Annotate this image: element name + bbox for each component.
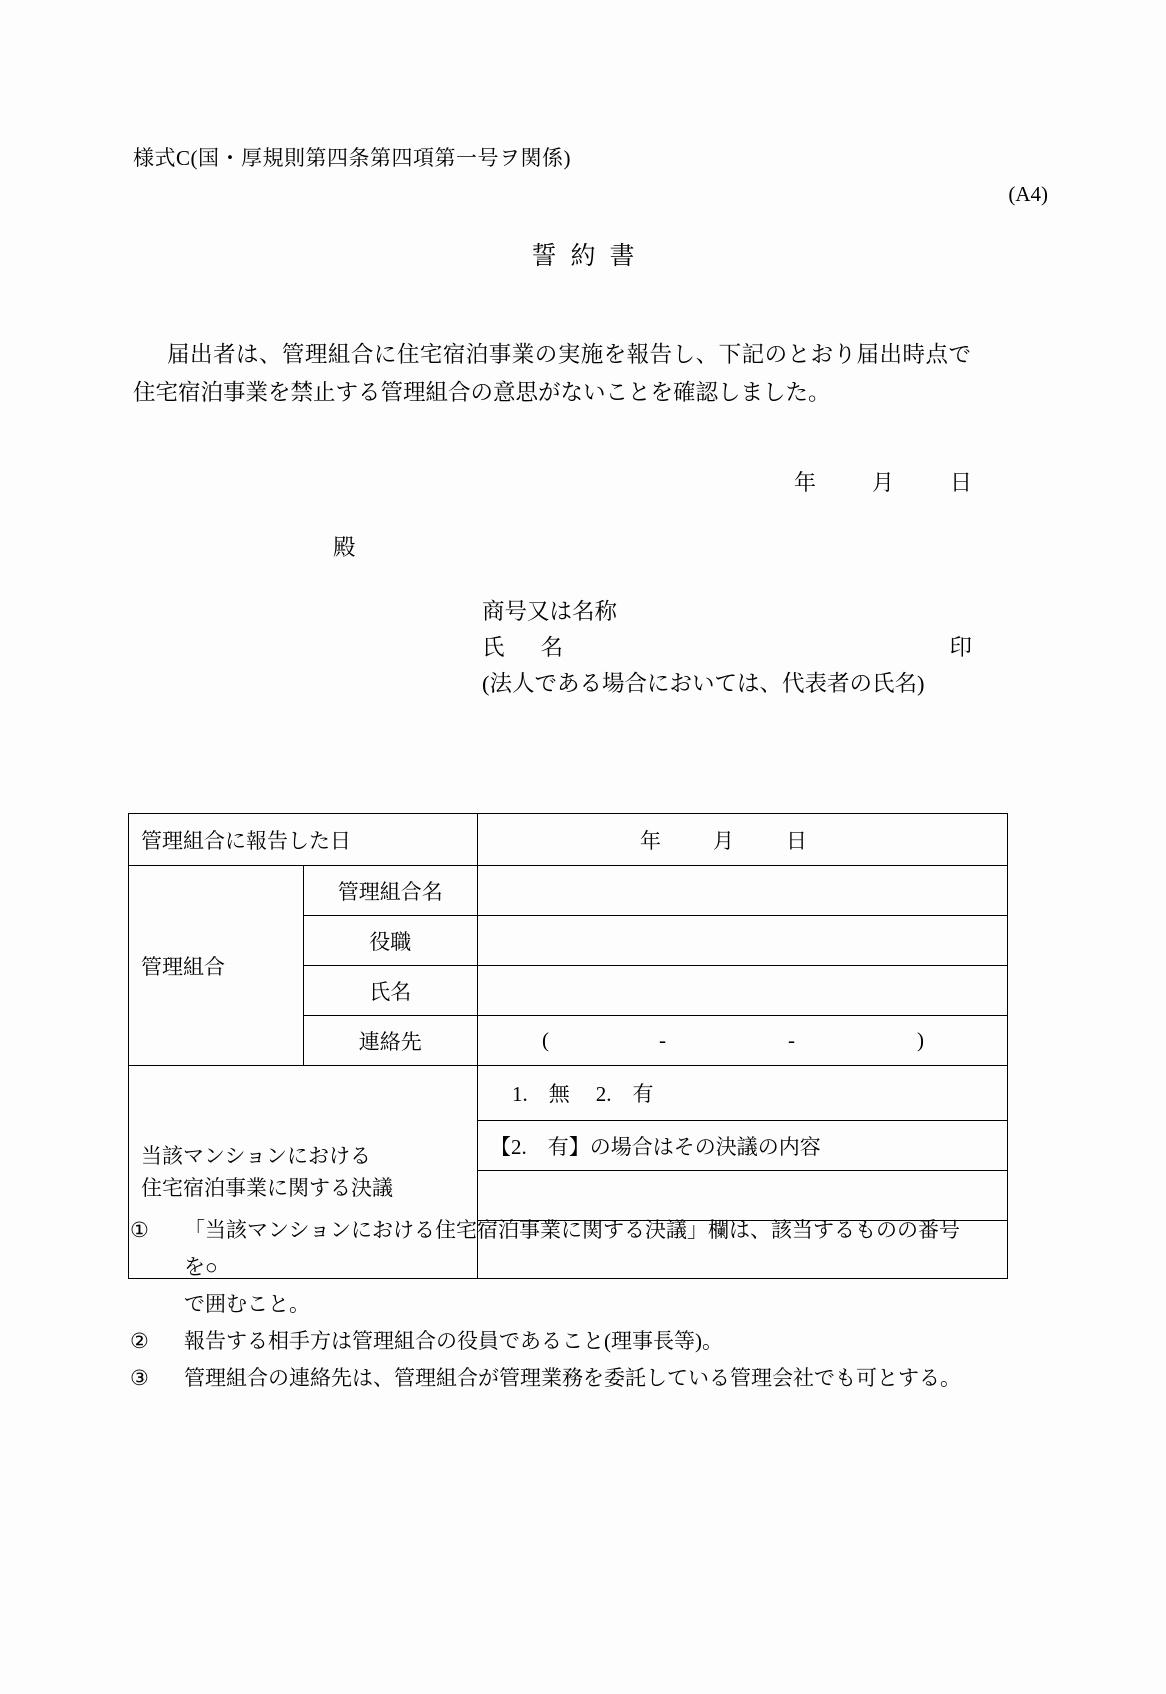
table-row-association-name — [129, 866, 1008, 916]
footnote-1-marker: ① — [130, 1218, 149, 1242]
signature-date-month: 月 — [871, 470, 894, 495]
form-code: 様式C(国・厚規則第四条第四項第一号ヲ関係) — [133, 146, 571, 170]
corporate-note: (法人である場合においては、代表者の氏名) — [482, 671, 925, 696]
body-paragraph: 届出者は、管理組合に住宅宿泊事業の実施を報告し、下記のとおり届出時点で住宅宿泊事業を禁止する管理組合の意思がないことを確認しました。 — [133, 342, 971, 405]
footnote-1-line2: で囲むこと。 — [184, 1292, 310, 1316]
trade-name-label: 商号又は名称 — [482, 599, 618, 624]
association-post-value[interactable] — [478, 916, 1008, 966]
footnote-2-marker: ② — [130, 1329, 149, 1353]
resolution-choices — [490, 1082, 654, 1106]
report-date-day: 日 — [786, 828, 807, 853]
resolution-option-none[interactable]: 1. 無 — [512, 1082, 570, 1106]
footnote-2-line1: 報告する相手方は管理組合の役員であること(理事長等)。 — [184, 1329, 723, 1353]
report-date-month: 月 — [713, 828, 734, 853]
footnote-1-line1: 「当該マンションにおける住宅宿泊事業に関する決議」欄は、該当するものの番号を○ — [184, 1218, 961, 1279]
footnote-3 — [130, 1360, 980, 1397]
table-row-report-date — [129, 814, 1008, 866]
signature-date-line — [0, 466, 972, 497]
association-person-value[interactable] — [478, 966, 1008, 1016]
association-name-label: 管理組合名 — [303, 866, 478, 916]
contact-label: 連絡先 — [303, 1016, 478, 1066]
footnote-2 — [130, 1323, 980, 1360]
report-date-label: 管理組合に報告した日 — [129, 814, 478, 866]
footnote-3-line1: 管理組合の連絡先は、管理組合が管理業務を委託している管理会社でも可とする。 — [184, 1366, 961, 1390]
contact-dash-1: - — [659, 1028, 666, 1052]
declaration-table — [128, 813, 1008, 1279]
footnote-1 — [130, 1212, 980, 1323]
association-post-label: 役職 — [303, 916, 478, 966]
footnote-3-marker: ③ — [130, 1366, 149, 1390]
signer-name-label: 氏名 — [482, 635, 600, 660]
signer-block — [482, 594, 972, 702]
resolution-choice-cell[interactable] — [478, 1066, 1008, 1121]
contact-close-paren: ) — [917, 1028, 924, 1052]
contact-open-paren: ( — [542, 1028, 549, 1052]
association-name-value[interactable] — [478, 866, 1008, 916]
contact-value-cell[interactable] — [478, 1016, 1008, 1066]
signature-date-day: 日 — [949, 470, 972, 495]
seal-label: 印 — [949, 635, 972, 660]
contact-dash-2: - — [788, 1028, 795, 1052]
resolution-label-line2: 住宅宿泊事業に関する決議 — [141, 1176, 393, 1200]
addressee-label: 殿 — [333, 535, 356, 560]
table-row-resolution-choice — [129, 1066, 1008, 1121]
resolution-label-line1: 当該マンションにおける — [141, 1144, 372, 1168]
resolution-detail-header: 【2. 有】の場合はその決議の内容 — [478, 1121, 1008, 1171]
signature-date-year: 年 — [793, 470, 816, 495]
paper-size-label: (A4) — [1008, 182, 1048, 206]
report-date-year: 年 — [640, 828, 661, 853]
signer-name-row — [482, 630, 972, 666]
association-person-label: 氏名 — [303, 966, 478, 1016]
report-date-value-cell[interactable] — [478, 814, 1008, 866]
resolution-option-exists[interactable]: 2. 有 — [595, 1082, 654, 1106]
association-group-label: 管理組合 — [129, 866, 304, 1066]
contact-phone-template — [490, 1028, 995, 1053]
document-title: 誓約書 — [531, 243, 649, 270]
report-date-fields — [490, 825, 995, 855]
trade-name-row — [482, 594, 972, 630]
footnotes — [130, 1212, 980, 1397]
